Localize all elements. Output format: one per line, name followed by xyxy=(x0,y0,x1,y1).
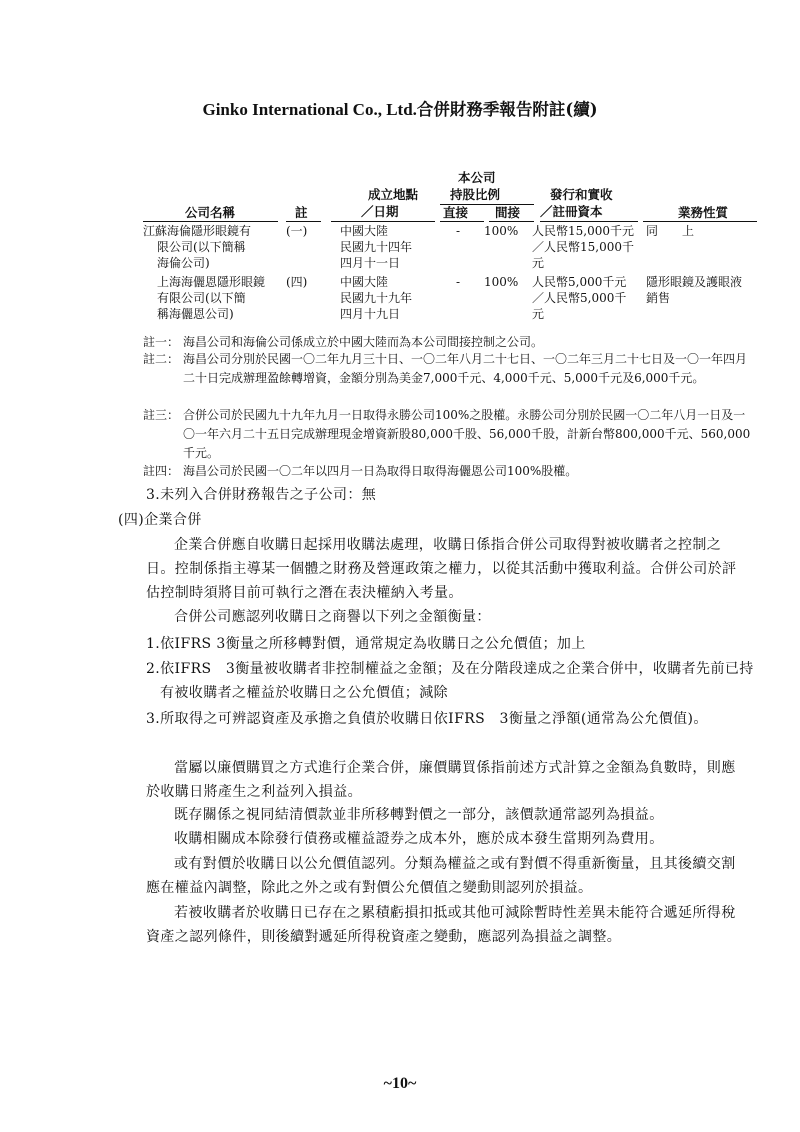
header-rule-indirect xyxy=(489,221,534,222)
header-note: 註 xyxy=(295,205,308,220)
section-business-combination: (四)企業合併 xyxy=(118,512,202,528)
para-contingent-consideration: 或有對價於收購日以公允價值認列。分類為權益之或有對價不得重新衡量，且其後續交割應在權益內調整，除此之外之或有對價公允價值之變動則認列於損益。 xyxy=(146,856,736,896)
page-number: ~10~ xyxy=(383,1075,417,1092)
note-1: 註一： 海昌公司和海倫公司係成立於中國大陸而為本公司間接控制之公司。 xyxy=(143,335,544,349)
row2-company: 上海海儷恩隱形眼鏡 有限公司(以下簡 稱海儷恩公司) xyxy=(157,275,266,321)
row2-capital: 人民幣5,000千元 ／人民幣5,000千 元 xyxy=(532,275,627,321)
header-place-line2: ／日期 xyxy=(361,204,399,219)
header-company: 公司名稱 xyxy=(185,205,236,220)
para-deferred-tax: 若被收購者於收購日已存在之累積虧損扣抵或其他可減除暫時性差異未能符合遞延所得稅資產之認列條件，則後續對遞延所得稅資產之變動，應認列為損益之調整。 xyxy=(146,905,736,945)
row1-company: 江蘇海倫隱形眼鏡有 限公司(以下簡稱 海倫公司) xyxy=(143,224,252,270)
note-2: 註二： 海昌公司分別於民國一〇二年九月三十日、一〇二年八月二十七日、一〇二年三月二十七日及一〇一年四月二十日完成辦理盈餘轉增資，金額分別為美金7,000千元、4,000千元、5,000千元及6,000千元。 xyxy=(143,352,748,385)
para-acquisition-costs: 收購相關成本除發行債務或權益證券之成本外，應於成本發生當期列為費用。 xyxy=(174,831,664,847)
header-capital-line1: 發行和實收 xyxy=(550,187,613,202)
row1-direct: - xyxy=(456,224,461,238)
header-indirect: 間接 xyxy=(495,205,521,220)
header-place-line1: 成立地點 xyxy=(368,187,419,202)
header-rule-direct xyxy=(440,221,484,222)
para-preexisting-relationship: 既存關係之視同結清價款並非所移轉對價之一部分，該價款通常認列為損益。 xyxy=(174,807,664,823)
header-rule-note xyxy=(286,221,321,222)
row2-place: 中國大陸 民國九十九年 四月十九日 xyxy=(340,275,413,321)
para-acquisition-method: 企業合併應自收購日起採用收購法處理，收購日係指合併公司取得對被收購者之控制之日。控制係指主導某一個體之財務及營運政策之權力，以從其活動中獲取利益。合併公司於評估控制時須將目前可執行之潛在表決權納入考量。 xyxy=(146,537,737,601)
list-item-2: 2.依IFRS 3衡量被收購者非控制權益之金額；及在分階段達成之企業合併中，收購者先前已持有被收購者之權益於收購日之公允價值；減除 xyxy=(146,661,754,701)
header-group-top: 本公司 xyxy=(458,170,496,185)
list-item-1: 1.依IFRS 3衡量之所移轉對價，通常規定為收購日之公允價值；加上 xyxy=(146,636,586,652)
list-item-3: 3.所取得之可辨認資產及承擔之負債於收購日依IFRS 3衡量之淨額(通常為公允價值)。 xyxy=(146,711,708,727)
row1-indirect: 100% xyxy=(484,224,519,238)
title-company-name: Ginko International Co., Ltd. xyxy=(202,100,417,119)
para-goodwill-intro: 合併公司應認列收購日之商譽以下列之金額衡量： xyxy=(174,609,491,625)
row1-place: 中國大陸 民國九十四年 四月十一日 xyxy=(340,224,413,270)
header-business: 業務性質 xyxy=(678,205,729,220)
header-rule-business xyxy=(643,221,757,222)
row2-direct: - xyxy=(456,275,461,289)
header-capital-line2: ／註冊資本 xyxy=(540,204,603,219)
note-4: 註四： 海昌公司於民國一〇二年以四月一日為取得日取得海儷恩公司100%股權。 xyxy=(143,464,578,478)
item-3-unconsolidated: 3.未列入合併財務報告之子公司：無 xyxy=(146,487,377,503)
header-direct: 直接 xyxy=(443,205,469,220)
header-group-mid: 持股比例 xyxy=(450,187,501,202)
header-rule-capital xyxy=(540,221,638,222)
page-title xyxy=(0,96,800,120)
header-rule-place xyxy=(331,221,435,222)
header-rule-company xyxy=(143,221,278,222)
para-bargain-purchase: 當屬以廉價購買之方式進行企業合併，廉價購買係指前述方式計算之金額為負數時，則應於收購日將產生之利益列入損益。 xyxy=(146,760,736,800)
note-3: 註三： 合併公司於民國九十九年九月一日取得永勝公司100%之股權。永勝公司分別於民國一〇二年八月一日及一〇一年六月二十五日完成辦理現金增資新股80,000千股、56,000千股，計新台幣800,000千元、560,000千元。 xyxy=(143,408,751,460)
row2-note: (四) xyxy=(286,275,308,289)
title-report-name: 合併財務季報告附註(續) xyxy=(416,100,598,119)
row1-business: 同 上 xyxy=(646,224,695,238)
row2-indirect: 100% xyxy=(484,275,519,289)
row1-capital: 人民幣15,000千元 ／人民幣15,000千 元 xyxy=(532,224,634,270)
row2-business: 隱形眼鏡及護眼液 銷售 xyxy=(646,275,743,305)
row1-note: (一) xyxy=(286,224,308,238)
